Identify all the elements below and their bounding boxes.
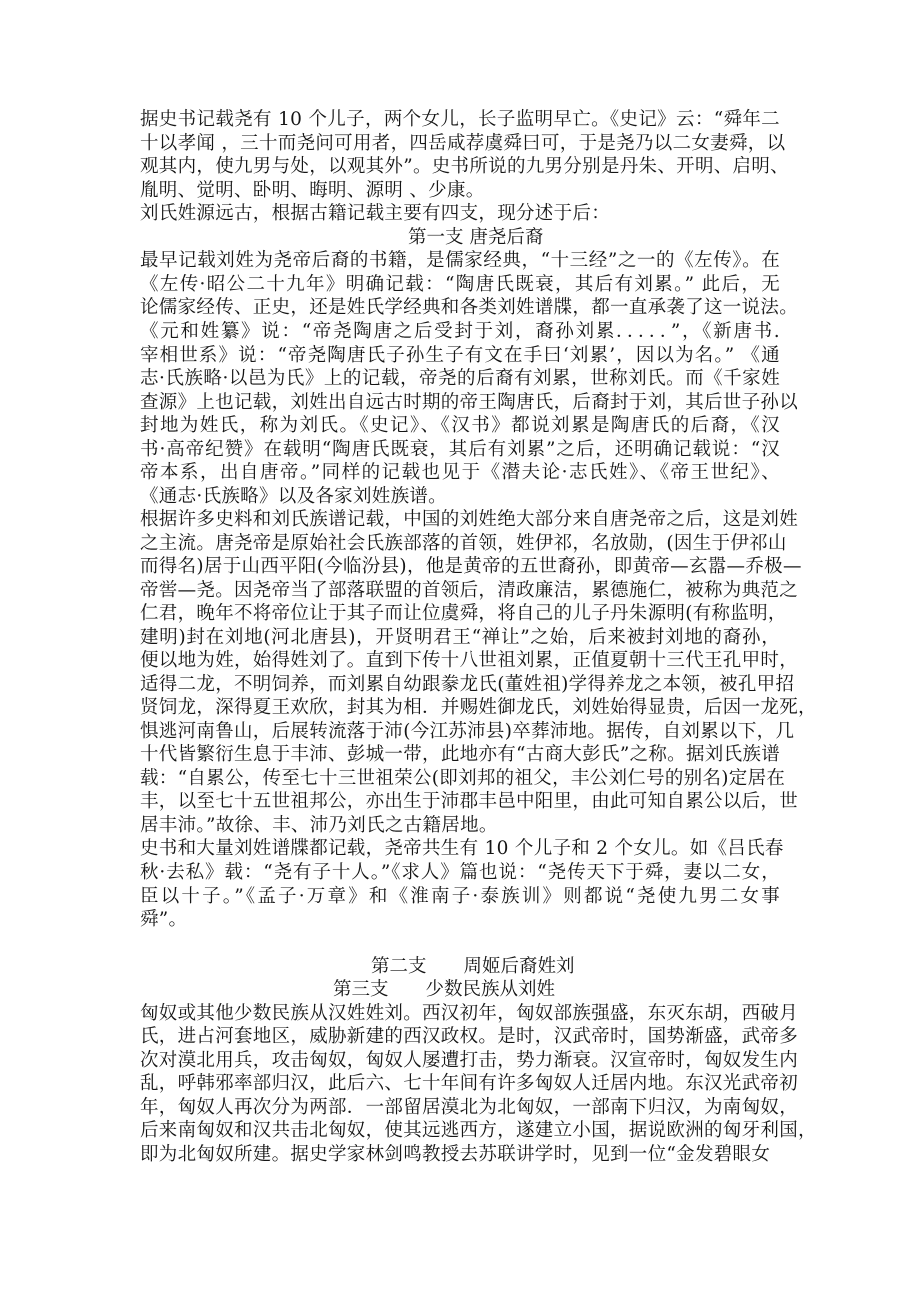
text-line: 之主流。唐尧帝是原始社会氏族部落的首领，姓伊祁，名放勋，(因生于伊祁山 <box>140 533 787 554</box>
text-line: 氏，进占河套地区，威胁新建的西汉政权。是时，汉武帝时，国势渐盛，武帝多 <box>140 1026 799 1047</box>
text-line: 史书和大量刘姓谱牒都记载，尧帝共生有 10 个儿子和 2 个女儿。如《吕氏春 <box>140 838 784 859</box>
section-heading-1: 第一支 唐尧后裔 <box>408 227 544 248</box>
text-line: 乱，呼韩邪率部归汉，此后六、七十年间有许多匈奴人迁居内地。东汉光武帝初 <box>140 1073 799 1094</box>
text-line: 居丰沛。”故徐、丰、沛乃刘氏之古籍居地。 <box>140 815 498 836</box>
text-line: 舜”。 <box>140 909 188 930</box>
text-line: 十以孝闻 ，三十而尧问可用者，四岳咸荐虞舜曰可，于是尧乃以二女妻舜，以 <box>140 133 786 154</box>
text-line: 书·高帝纪赞》在载明“陶唐氏既衰，其后有刘累”之后，还明确记载说：“汉 <box>140 439 780 460</box>
text-line: 后来南匈奴和汉共击北匈奴，使其远逃西方，遂建立小国，据说欧洲的匈牙利国， <box>140 1120 817 1141</box>
text-line: 论儒家经传、正史，还是姓氏学经典和各类刘姓谱牒，都一直承袭了这一说法。 <box>140 297 799 318</box>
text-line: 载：“自累公，传至七十三世祖荣公(即刘邦的祖父，丰公刘仁号的别名)定居在 <box>140 768 786 789</box>
section-heading-2: 第二支 周姬后裔姓刘 <box>371 956 575 977</box>
text-line: 刘氏姓源远古，根据古籍记载主要有四支，现分述于后： <box>140 203 611 224</box>
text-line: 秋·去私》载：“尧有子十人。”《求人》篇也说：“尧传天下于舜，妻以二女， <box>140 862 780 883</box>
text-line: 志·氏族略·以邑为氏》上的记载，帝尧的后裔有刘累，世称刘氏。而《千家姓 <box>140 368 780 389</box>
text-line: 根据许多史料和刘氏族谱记载，中国的刘姓绝大部分来自唐尧帝之后，这是刘姓 <box>140 509 799 530</box>
text-line: 丰，以至七十五世祖邦公，亦出生于沛郡丰邑中阳里，由此可知自累公以后，世 <box>140 791 799 812</box>
text-line: 贤饲龙，深得夏王欢欣，封其为相．并赐姓御龙氏，刘姓始得显贵，后因一龙死， <box>140 697 817 718</box>
text-line: 据史书记载尧有 10 个儿子，两个女儿，长子监明早亡。《史记》云：“舜年二 <box>140 109 780 130</box>
text-line: 次对漠北用兵，攻击匈奴，匈奴人屡遭打击，势力渐衰。汉宣帝时，匈奴发生内 <box>140 1050 799 1071</box>
text-line: 《元和姓纂》说：“帝尧陶唐之后受封于刘，裔孙刘累．．．．．”，《新唐书. <box>140 321 780 342</box>
text-line: 惧逃河南鲁山，后展转流落于沛(今江苏沛县)卒葬沛地。据传，自刘累以下，几 <box>140 721 795 742</box>
text-line: 帝喾—尧。因尧帝当了部落联盟的首领后，清政廉洁，累德施仁，被称为典范之 <box>140 580 799 601</box>
text-line: 仁君，晚年不将帝位让于其子而让位虞舜，将自己的儿子丹朱源明(有称监明， <box>140 603 787 624</box>
text-line: 匈奴或其他少数民族从汉姓姓刘。西汉初年，匈奴部族强盛，东灭东胡，西破月 <box>140 1003 799 1024</box>
text-line: 宰相世系》说：“帝尧陶唐氏子孙生子有文在手曰‘刘累’，因以为名。” 《通 <box>140 345 780 366</box>
text-line: 臣以十子。”《孟子·万章》和《淮南子·泰族训》则都说“尧使九男二女事 <box>140 886 780 907</box>
text-line: 即为北匈奴所建。据史学家林剑鸣教授去苏联讲学时，见到一位“金发碧眼女 <box>140 1144 771 1165</box>
text-line: 便以地为姓，始得姓刘了。直到下传十八世祖刘累，正值夏朝十三代王孔甲时， <box>140 650 799 671</box>
text-line: 《通志·氏族略》以及各家刘姓族谱。 <box>140 486 447 507</box>
section-heading-3: 第三支 少数民族从刘姓 <box>333 979 556 1000</box>
text-line: 适得二龙，不明饲养，而刘累自幼跟豢龙氏(董姓祖)学得养龙之本领，被孔甲招 <box>140 674 795 695</box>
text-line: 查源》上也记载，刘姓出自远古时期的帝王陶唐氏，后裔封于刘，其后世子孙以 <box>140 392 799 413</box>
text-line: 帝本系，出自唐帝。”同样的记载也见于《潜夫论·志氏姓》、《帝王世纪》、 <box>140 462 780 483</box>
text-line: 建明)封在刘地(河北唐县)，开贤明君王“禅让”之始，后来被封刘地的裔孙， <box>140 627 780 648</box>
text-line: 《左传·昭公二十九年》明确记载：“陶唐氏既衰，其后有刘累。” 此后，无 <box>140 274 780 295</box>
text-line: 十代皆繁衍生息于丰沛、彭城一带，此地亦有“古商大彭氏”之称。据刘氏族谱 <box>140 744 780 765</box>
text-line: 最早记载刘姓为尧帝后裔的书籍，是儒家经典，“十三经”之一的《左传》。在 <box>140 250 780 271</box>
text-line: 封地为姓氏，称为刘氏。《史记》、《汉书》都说刘累是陶唐氏的后裔，《汉 <box>140 415 780 436</box>
text-line: 年，匈奴人再次分为两部．一部留居漠北为北匈奴，一部南下归汉，为南匈奴， <box>140 1097 799 1118</box>
text-line: 观其内，使九男与处，以观其外”。史书所说的九男分别是丹朱、开明、启明、 <box>140 156 789 177</box>
text-line: 胤明、觉明、卧明、晦明、源明 、少康。 <box>140 180 485 201</box>
text-line: 而得名)居于山西平阳(今临汾县)，他是黄帝的五世裔孙，即黄帝—玄嚣—乔极— <box>140 556 802 577</box>
